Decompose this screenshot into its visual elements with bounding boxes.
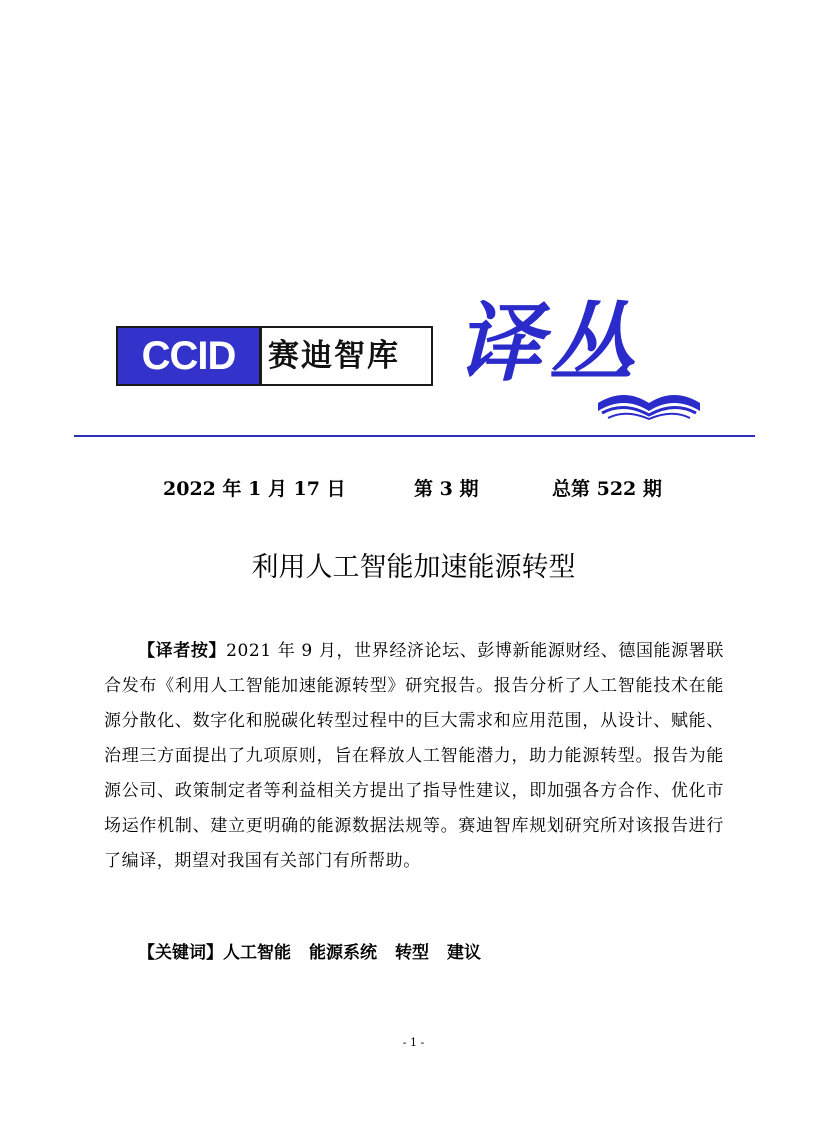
translator-preface — [104, 634, 724, 879]
page-number: - 1 - — [402, 1036, 425, 1049]
preface-text: 2021 年 9 月，世界经济论坛、彭博新能源财经、德国能源署联合发布《利用人工智能加速能源转型》研究报告。报告分析了人工智能技术在能源分散化、数字化和脱碳化转型过程中的巨大需求和应用范围，从设计、赋能、治理三方面提出了九项原则，旨在释放人工智能潜力，助力能源转型。报告为能源公司、政策制定者等利益相关方提出了指导性建议，即加强各方合作、优化市场运作机制、建立更明确的能源数据法规等。赛迪智库规划研究所对该报告进行了编译，期望对我国有关部门有所帮助。 — [104, 641, 725, 871]
logo-divider — [259, 328, 262, 384]
logo-org-name: 赛迪智库 — [268, 338, 400, 374]
logo-ccid-text: CCID — [118, 328, 259, 384]
issue-number: 第 3 期 — [414, 478, 479, 500]
header-rule — [74, 435, 755, 437]
keyword-item: 能源系统 — [309, 943, 377, 963]
issue-total: 总第 522 期 — [552, 478, 662, 500]
keyword-item: 转型 — [395, 943, 429, 963]
keyword-item: 建议 — [447, 943, 481, 963]
open-book-icon — [594, 373, 704, 421]
page-title: 利用人工智能加速能源转型 — [251, 552, 576, 583]
masthead — [116, 293, 716, 423]
issue-date: 2022 年 1 月 17 日 — [163, 478, 346, 500]
keywords — [138, 938, 499, 968]
ccid-logo — [116, 326, 433, 386]
keywords-lead: 【关键词】 — [138, 943, 223, 963]
series-title: 译丛 — [456, 293, 640, 394]
preface-lead: 【译者按】 — [138, 641, 227, 661]
keyword-item: 人工智能 — [223, 943, 291, 963]
